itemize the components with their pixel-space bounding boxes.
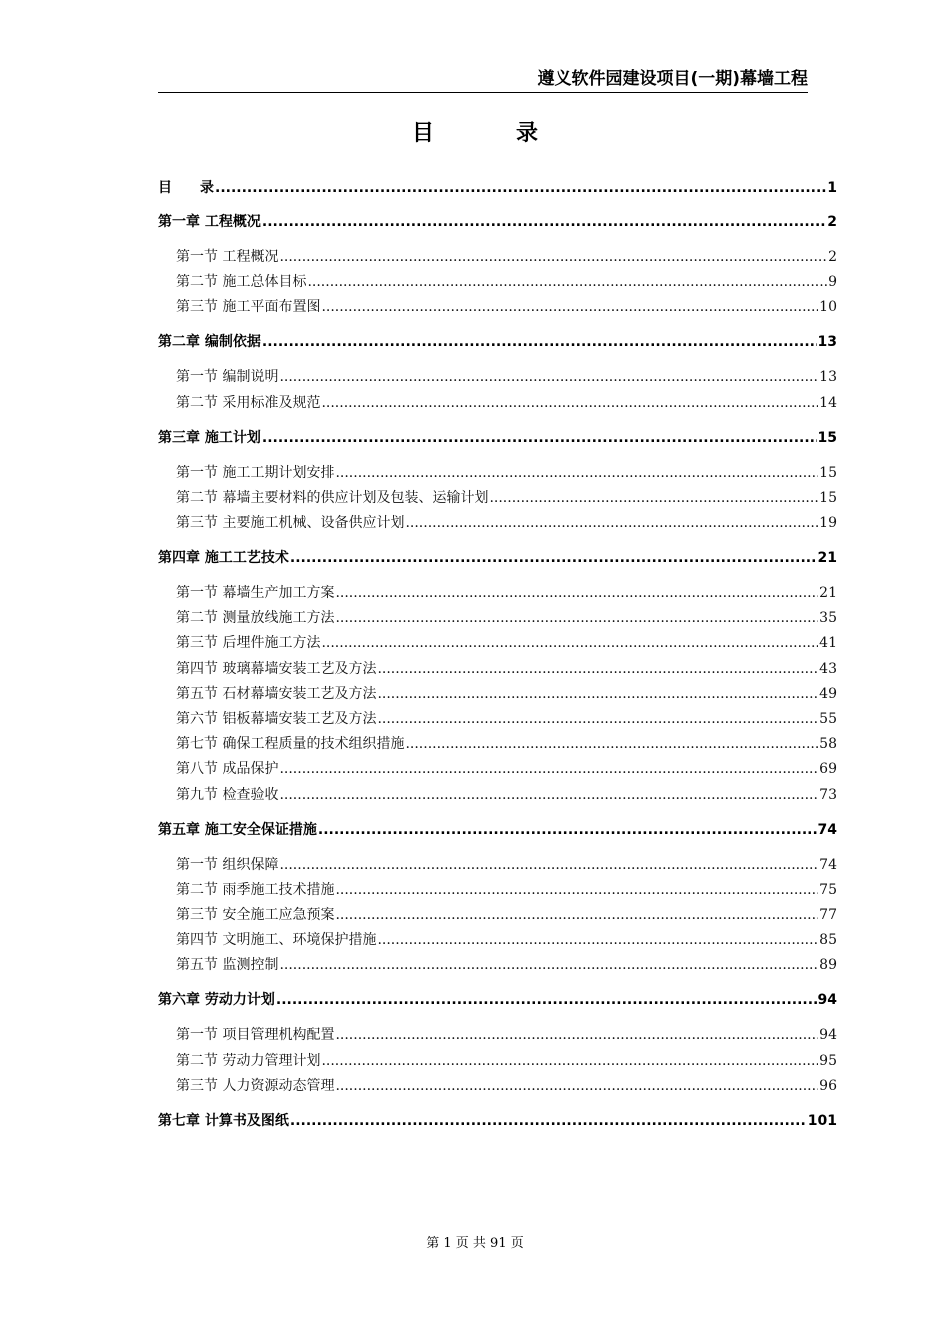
dot-leader	[335, 607, 818, 629]
toc-entry-label: 第一章 工程概况	[158, 214, 261, 230]
dot-leader	[405, 733, 818, 755]
dot-leader	[377, 708, 818, 730]
toc-entry-label: 第四章 施工工艺技术	[158, 550, 289, 566]
toc-section-entry[interactable]	[176, 784, 837, 806]
toc-entry-label: 第五节 监测控制	[176, 957, 279, 974]
toc-section-entry[interactable]	[176, 607, 837, 629]
toc-section-entry[interactable]	[176, 1050, 837, 1072]
toc-entry-label: 第六章 劳动力计划	[158, 992, 275, 1009]
toc-entry-label: 第四节 玻璃幕墙安装工艺及方法	[176, 660, 377, 677]
toc-section-entry[interactable]	[176, 512, 837, 534]
toc-entry-page: 77	[819, 907, 837, 923]
toc-entry-page: 95	[819, 1052, 837, 1069]
toc-section-entry[interactable]	[176, 582, 837, 604]
dot-leader	[377, 683, 818, 705]
toc-entry-label: 第三节 人力资源动态管理	[176, 1077, 335, 1094]
toc-entry-page: 55	[819, 711, 837, 727]
dot-leader	[307, 271, 827, 293]
toc-chapter-entry[interactable]	[158, 547, 837, 569]
toc-entry-label: 第三节 安全施工应急预案	[176, 907, 335, 923]
toc-section-entry[interactable]	[176, 632, 837, 654]
toc-section-entry[interactable]	[176, 366, 837, 388]
dot-leader	[290, 547, 817, 569]
toc-section-entry[interactable]	[176, 758, 837, 780]
toc-section-entry[interactable]	[176, 1024, 837, 1046]
toc-section-entry[interactable]	[176, 658, 837, 680]
dot-leader	[335, 1075, 818, 1097]
toc-contents-entry[interactable]	[158, 177, 837, 199]
dot-leader	[262, 211, 826, 233]
toc-entry-page: 74	[819, 856, 837, 873]
toc-entry-label: 第二章 编制依据	[158, 334, 261, 351]
toc-section-entry[interactable]	[176, 904, 837, 926]
toc-entry-page: 1	[827, 180, 837, 196]
toc-section-entry[interactable]	[176, 879, 837, 901]
toc-entry-label: 第五节 石材幕墙安装工艺及方法	[176, 685, 377, 702]
toc-section-entry[interactable]	[176, 271, 837, 293]
dot-leader	[321, 392, 818, 414]
dot-leader	[405, 512, 818, 534]
toc-entry-page: 14	[819, 394, 837, 411]
dot-leader	[335, 582, 818, 604]
toc-entry-label: 第一节 施工工期计划安排	[176, 464, 335, 481]
toc-entry-label: 第一节 工程概况	[176, 249, 279, 265]
toc-entry-page: 89	[819, 957, 837, 974]
dot-leader	[321, 1050, 818, 1072]
dot-leader	[318, 819, 817, 841]
toc-entry-label: 第六节 铝板幕墙安装工艺及方法	[176, 711, 377, 727]
toc-entry-page: 58	[819, 736, 837, 753]
header-title: 遵义软件园建设项目(一期)幕墙工程	[537, 69, 808, 89]
toc-entry-label: 第三节 后埋件施工方法	[176, 635, 321, 652]
toc-entry-label: 第二节 雨季施工技术措施	[176, 881, 335, 898]
toc-section-entry[interactable]	[176, 296, 837, 318]
toc-entry-label: 第二节 幕墙主要材料的供应计划及包装、运输计划	[176, 489, 489, 506]
toc-entry-label: 第九节 检查验收	[176, 786, 279, 803]
toc-entry-page: 101	[807, 1112, 837, 1129]
toc-entry-page: 13	[819, 369, 837, 386]
toc-entry-label: 第一节 编制说明	[176, 369, 279, 386]
toc-entry-page: 2	[828, 249, 837, 265]
toc-entry-label: 第三节 施工平面布置图	[176, 299, 321, 316]
toc-entry-page: 85	[819, 932, 837, 949]
toc-section-entry[interactable]	[176, 929, 837, 951]
toc-entry-label: 第二节 测量放线施工方法	[176, 610, 335, 627]
dot-leader	[377, 929, 818, 951]
toc-entry-label: 第三章 施工计划	[158, 429, 261, 446]
dot-leader	[279, 246, 827, 268]
running-header	[158, 68, 808, 93]
toc-entry-page: 35	[819, 610, 837, 627]
toc-entry-page: 75	[819, 881, 837, 898]
dot-leader	[335, 879, 818, 901]
dot-leader	[377, 658, 818, 680]
toc-entry-page: 94	[819, 1027, 837, 1044]
toc-entry-label: 第七节 确保工程质量的技术组织措施	[176, 736, 405, 753]
dot-leader	[279, 758, 818, 780]
toc-chapter-entry[interactable]	[158, 819, 837, 841]
toc-chapter-entry[interactable]	[158, 331, 837, 353]
toc-entry-page: 41	[819, 635, 837, 652]
toc-entry-page: 19	[819, 515, 837, 531]
toc-entry-label: 第七章 计算书及图纸	[158, 1112, 289, 1129]
toc-entry-label: 第一节 幕墙生产加工方案	[176, 585, 335, 601]
toc-entry-page: 73	[819, 786, 837, 803]
dot-leader	[279, 854, 818, 876]
toc-entry-page: 15	[817, 429, 837, 446]
toc-entry-label: 第四节 文明施工、环境保护措施	[176, 932, 377, 949]
toc-entry-label: 第一节 组织保障	[176, 856, 279, 873]
toc-entry-label: 第三节 主要施工机械、设备供应计划	[176, 515, 405, 531]
page-number: 第 1 页 共 91 页	[426, 1236, 524, 1251]
toc-section-entry[interactable]	[176, 954, 837, 976]
toc-entry-page: 13	[817, 334, 837, 351]
toc-section-entry[interactable]	[176, 487, 837, 509]
dot-leader	[215, 177, 826, 199]
dot-leader	[335, 462, 818, 484]
dot-leader	[262, 331, 817, 353]
dot-leader	[279, 784, 818, 806]
dot-leader	[262, 427, 817, 449]
toc-entry-label: 第八节 成品保护	[176, 761, 279, 778]
toc-entry-label: 第五章 施工安全保证措施	[158, 821, 317, 838]
dot-leader	[290, 1110, 807, 1132]
dot-leader	[279, 954, 818, 976]
toc-entry-page: 49	[819, 685, 837, 702]
dot-leader	[321, 296, 818, 318]
dot-leader	[335, 1024, 818, 1046]
toc-entry-label: 目 录	[158, 180, 214, 196]
toc-entry-page: 15	[819, 464, 837, 481]
toc-section-entry[interactable]	[176, 462, 837, 484]
page-title: 目 录	[411, 121, 568, 146]
toc-entry-label: 第二节 采用标准及规范	[176, 394, 321, 411]
toc-entry-page: 94	[817, 992, 837, 1009]
toc-entry-label: 第一节 项目管理机构配置	[176, 1027, 335, 1044]
toc-entry-page: 96	[819, 1077, 837, 1094]
toc-entry-page: 10	[819, 299, 837, 316]
toc-entry-page: 9	[828, 274, 837, 291]
page-footer	[0, 1232, 950, 1251]
dot-leader	[335, 904, 818, 926]
toc-section-entry[interactable]	[176, 733, 837, 755]
toc-chapter-entry[interactable]	[158, 211, 837, 233]
toc-entry-page: 2	[827, 214, 837, 230]
toc-entry-page: 21	[819, 585, 837, 601]
dot-leader	[321, 632, 818, 654]
dot-leader	[489, 487, 818, 509]
toc-entry-label: 第二节 劳动力管理计划	[176, 1052, 321, 1069]
dot-leader	[276, 989, 817, 1011]
toc-entry-page: 43	[819, 660, 837, 677]
toc-section-entry[interactable]	[176, 854, 837, 876]
dot-leader	[279, 366, 818, 388]
toc-section-entry[interactable]	[176, 246, 837, 268]
toc-chapter-entry[interactable]	[158, 1110, 837, 1132]
toc-entry-page: 69	[819, 761, 837, 778]
toc-section-entry[interactable]	[176, 392, 837, 414]
toc-chapter-entry[interactable]	[158, 989, 837, 1011]
toc-section-entry[interactable]	[176, 708, 837, 730]
toc-chapter-entry[interactable]	[158, 427, 837, 449]
toc-section-entry[interactable]	[176, 683, 837, 705]
toc-section-entry[interactable]	[176, 1075, 837, 1097]
toc-entry-page: 74	[817, 821, 837, 838]
toc-entry-page: 15	[819, 489, 837, 506]
toc-entry-page: 21	[817, 550, 837, 566]
toc-entry-label: 第二节 施工总体目标	[176, 274, 307, 291]
